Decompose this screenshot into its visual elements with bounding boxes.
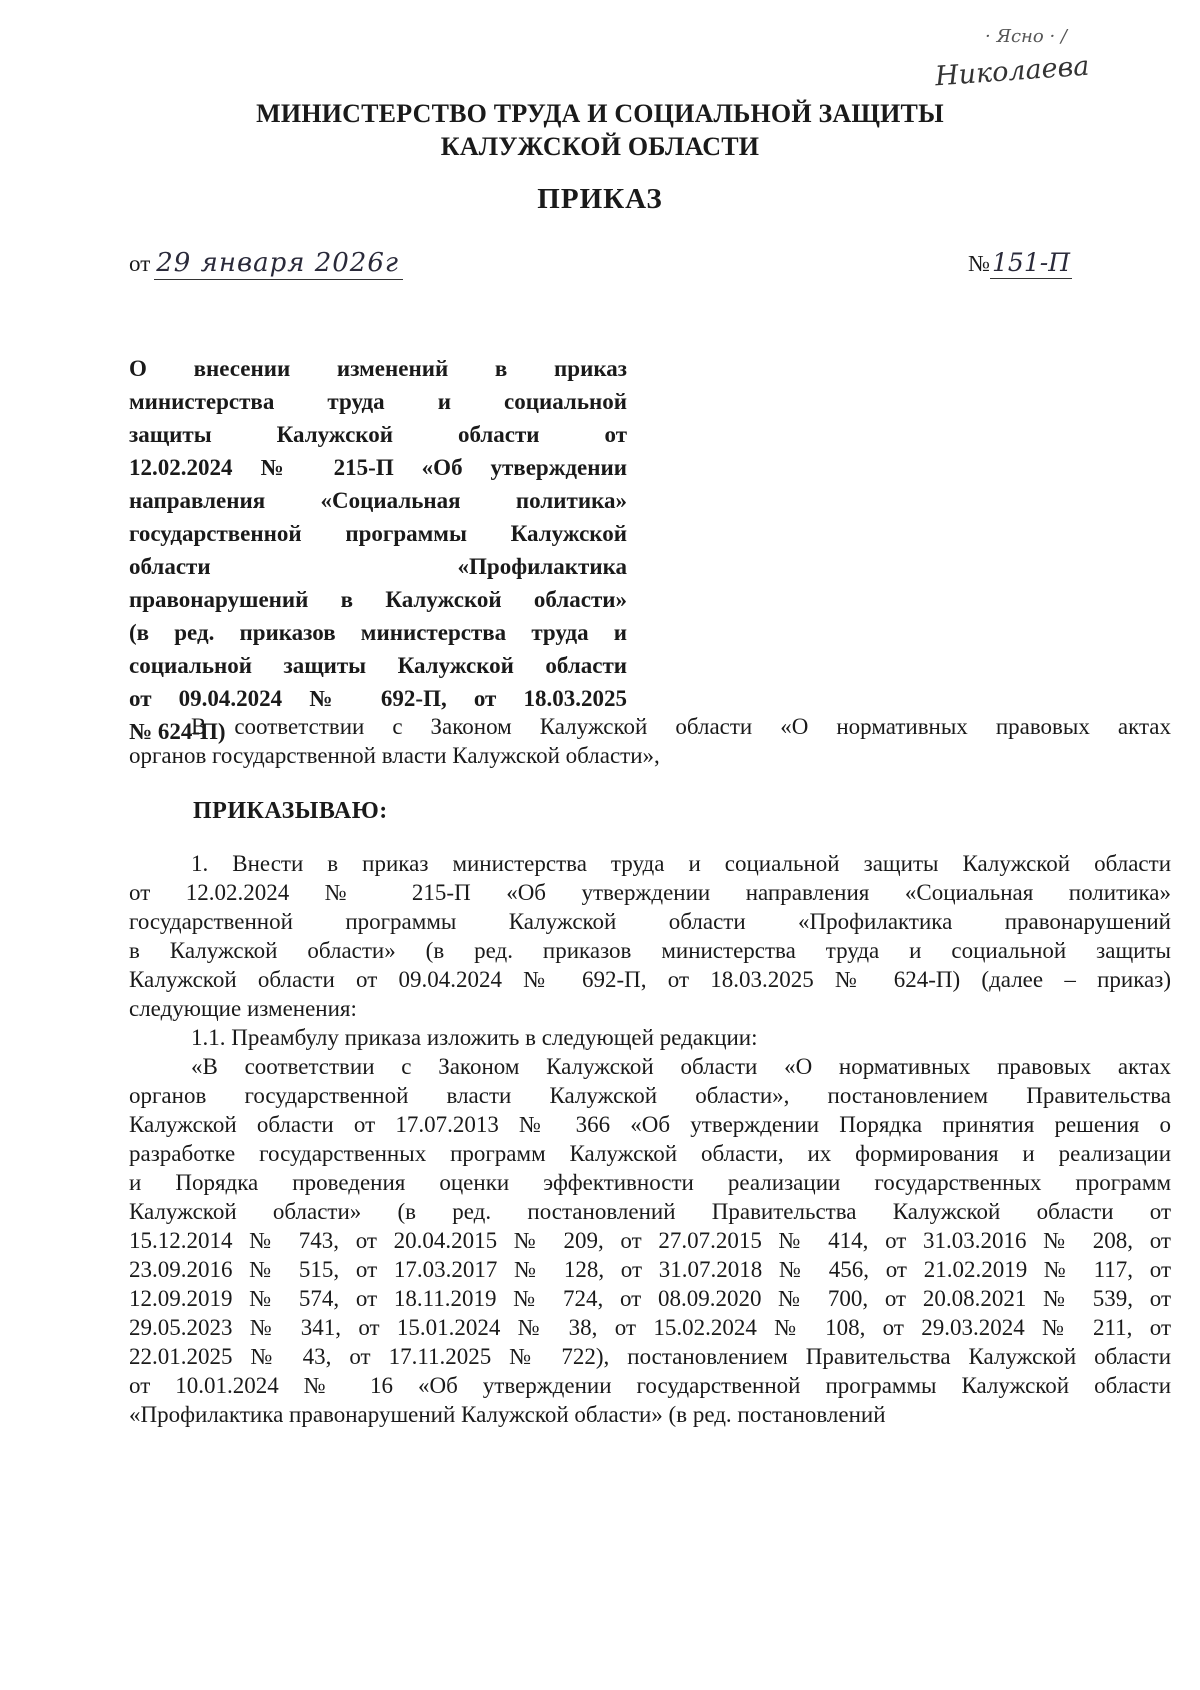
main-text-line: 22.01.2025 № 43, от 17.11.2025 № 722), постановлением Правительства Калужской области (129, 1344, 1171, 1369)
title-line: от 09.04.2024 № 692-П, от 18.03.2025 (129, 686, 627, 711)
main-text-line: органов государственной власти Калужской области», постановлением Правительства (129, 1083, 1171, 1108)
main-text-line: Калужской области» (в ред. постановлений Правительства Калужской области от (129, 1199, 1171, 1224)
number-prefix: № (968, 251, 991, 276)
main-order-text (129, 849, 1171, 1429)
intro-paragraph (129, 712, 1171, 770)
order-subject-title (129, 352, 627, 748)
title-line: направления «Социальная политика» (129, 488, 627, 513)
intro-line: В соответствии с Законом Калужской области «О нормативных правовых актах (191, 714, 1171, 739)
title-line: правонарушений в Калужской области» (129, 587, 627, 612)
handwritten-date: 29 января 2026г (154, 248, 403, 280)
resolution-scribble: · Ясно · / (985, 26, 1067, 47)
main-text-line: государственной программы Калужской области «Профилактика правонарушений (129, 909, 1171, 934)
main-text-line: Калужской области от 17.07.2013 № 366 «Об утверждении Порядка принятия решения о (129, 1112, 1171, 1137)
title-line: О внесении изменений в приказ (129, 356, 627, 381)
document-type-title: ПРИКАЗ (537, 183, 663, 215)
main-text-line: следующие изменения: (129, 996, 357, 1021)
main-text-line: «В соответствии с Законом Калужской области «О нормативных правовых актах (191, 1054, 1171, 1079)
main-text-line: разработке государственных программ Калужской области, их формирования и реализации (129, 1141, 1171, 1166)
title-line: защиты Калужской области от (129, 422, 627, 447)
title-line: области «Профилактика (129, 554, 627, 579)
order-date (129, 248, 403, 278)
title-line: 12.02.2024 № 215-П «Об утверждении (129, 455, 627, 480)
date-prefix: от (129, 251, 151, 276)
ministry-name-line1: МИНИСТЕРСТВО ТРУДА И СОЦИАЛЬНОЙ ЗАЩИТЫ (256, 99, 944, 128)
main-text-line: от 10.01.2024 № 16 «Об утверждении государственной программы Калужской области (129, 1373, 1171, 1398)
main-text-line: 29.05.2023 № 341, от 15.01.2024 № 38, от 15.02.2024 № 108, от 29.03.2024 № 211, от (129, 1315, 1171, 1340)
title-line: № 624-П) (129, 719, 226, 744)
title-line: социальной защиты Калужской области (129, 653, 627, 678)
handwritten-resolution-note (915, 20, 1175, 100)
order-directive-heading: ПРИКАЗЫВАЮ: (193, 798, 388, 824)
title-line: государственной программы Калужской (129, 521, 627, 546)
main-text-line: «Профилактика правонарушений Калужской области» (в ред. постановлений (129, 1402, 886, 1427)
main-text-line: в Калужской области» (в ред. приказов министерства труда и социальной защиты (129, 938, 1171, 963)
main-text-line: 12.09.2019 № 574, от 18.11.2019 № 724, от 08.09.2020 № 700, от 20.08.2021 № 539, от (129, 1286, 1171, 1311)
handwritten-number: 151-П (992, 248, 1070, 277)
main-text-line: 15.12.2014 № 743, от 20.04.2015 № 209, от 27.07.2015 № 414, от 31.03.2016 № 208, от (129, 1228, 1171, 1253)
intro-line: органов государственной власти Калужской области», (129, 743, 660, 768)
main-text-line: 23.09.2016 № 515, от 17.03.2017 № 128, от 31.07.2018 № 456, от 21.02.2019 № 117, от (129, 1257, 1171, 1282)
resolution-name: Николаева (934, 50, 1091, 93)
main-text-line: от 12.02.2024 № 215-П «Об утверждении направления «Социальная политика» (129, 880, 1171, 905)
main-text-line: 1. Внести в приказ министерства труда и социальной защиты Калужской области (191, 851, 1171, 876)
main-text-line: 1.1. Преамбулу приказа изложить в следующей редакции: (191, 1025, 758, 1050)
main-text-line: Калужской области от 09.04.2024 № 692-П, от 18.03.2025 № 624-П) (далее – приказ) (129, 967, 1171, 992)
title-line: (в ред. приказов министерства труда и (129, 620, 627, 645)
ministry-name-line2: КАЛУЖСКОЙ ОБЛАСТИ (440, 132, 760, 161)
order-number (968, 248, 1072, 277)
main-text-line: и Порядка проведения оценки эффективности реализации государственных программ (129, 1170, 1171, 1195)
title-line: министерства труда и социальной (129, 389, 627, 414)
